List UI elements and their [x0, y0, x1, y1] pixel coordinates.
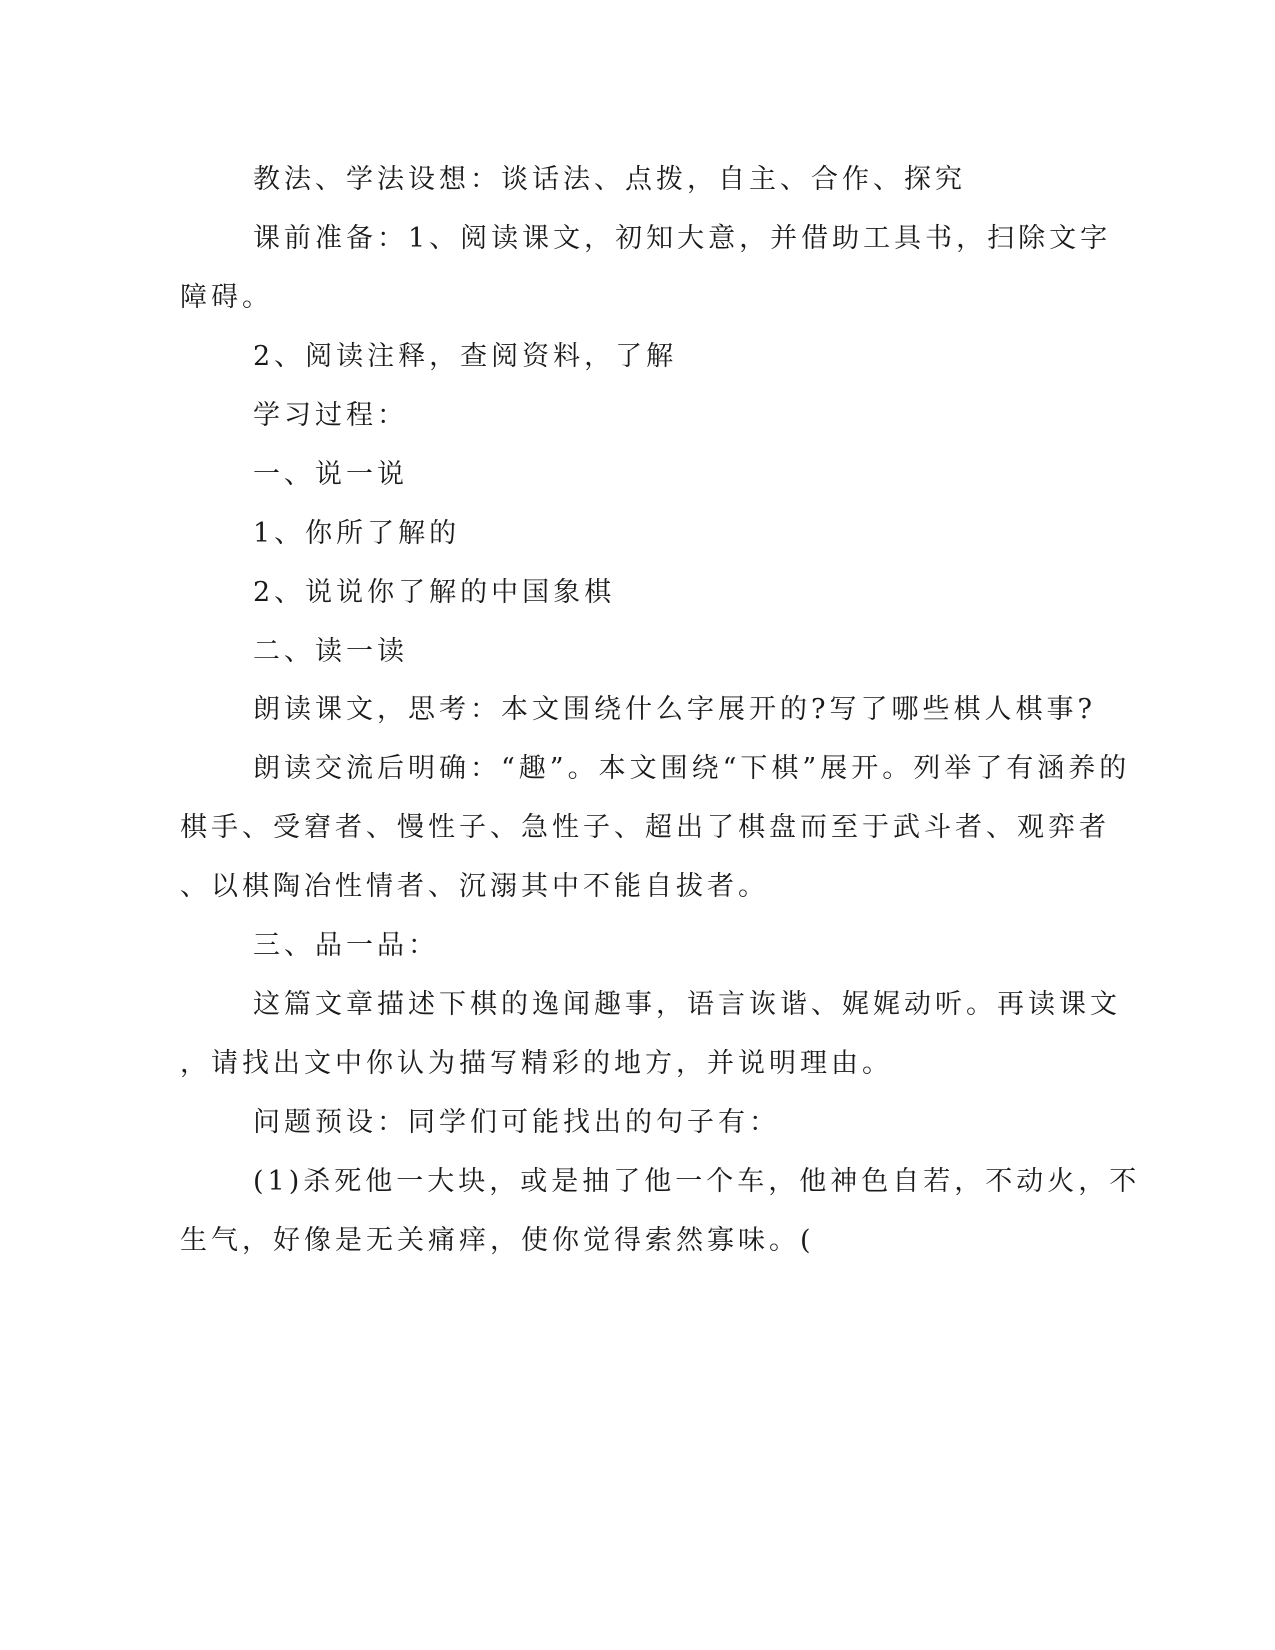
section-heading: 学习过程：: [253, 400, 408, 431]
section-heading: 二、读一读: [253, 636, 408, 667]
paragraph-line: 课前准备：1、阅读课文，初知大意，并借助工具书，扫除文字: [253, 223, 1112, 254]
paragraph-line: 棋手、受窘者、慢性子、急性子、超出了棋盘而至于武斗者、观弈者: [180, 812, 1110, 843]
paragraph-line: 问题预设：同学们可能找出的句子有：: [253, 1107, 780, 1138]
paragraph-line: 生气，好像是无关痛痒，使你觉得索然寡味。(: [180, 1225, 815, 1256]
list-item: 2、说说你了解的中国象棋: [253, 577, 616, 608]
paragraph-line: 这篇文章描述下棋的逸闻趣事，语言诙谐、娓娓动听。再读课文: [253, 989, 1121, 1020]
section-heading: 三、品一品：: [253, 930, 439, 961]
paragraph-line: 朗读课文，思考：本文围绕什么字展开的?写了哪些棋人棋事?: [253, 694, 1096, 725]
paragraph-line: 2、阅读注释，查阅资料，了解: [253, 341, 678, 372]
paragraph-line: 障碍。: [180, 282, 273, 313]
list-item: 1、你所了解的: [253, 518, 461, 549]
paragraph-line: (1)杀死他一大块，或是抽了他一个车，他神色自若，不动火，不: [253, 1166, 1141, 1197]
paragraph-line: 、以棋陶冶性情者、沉溺其中不能自拔者。: [180, 871, 769, 902]
paragraph-line: 朗读交流后明确：“趣”。本文围绕“下棋”展开。列举了有涵养的: [253, 753, 1131, 784]
section-heading: 一、说一说: [253, 459, 408, 490]
paragraph-line: ，请找出文中你认为描写精彩的地方，并说明理由。: [180, 1048, 893, 1079]
paragraph-line: 教法、学法设想：谈话法、点拨，自主、合作、探究: [253, 164, 966, 195]
